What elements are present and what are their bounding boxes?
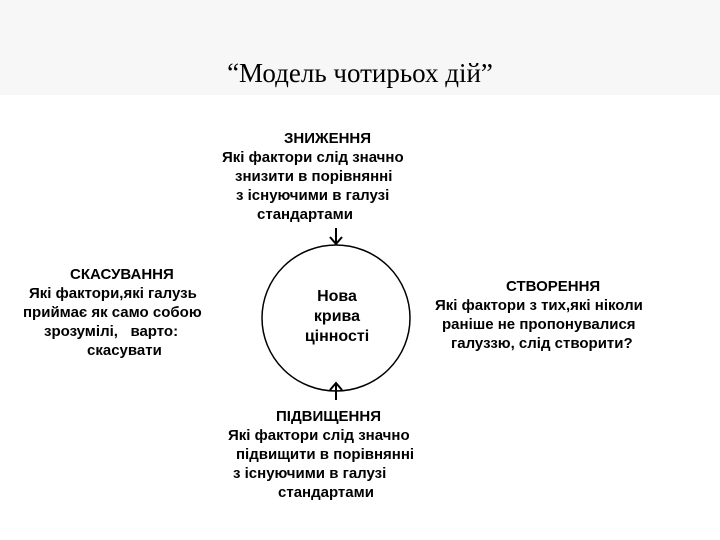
reduce-line: стандартами (257, 206, 353, 223)
reduce-block (222, 129, 462, 224)
eliminate-line: скасувати (87, 342, 162, 359)
create-heading: СТВОРЕННЯ (506, 278, 601, 295)
create-line: Які фактори з тих,які ніколи (435, 297, 643, 314)
slide-title: “Модель чотирьох дій” (227, 58, 493, 88)
create-line: галуззю, слід створити? (451, 335, 633, 352)
raise-block (228, 407, 468, 502)
center-line: цінності (304, 328, 370, 345)
raise-line: Які фактори слід значно (228, 427, 410, 444)
eliminate-line: зрозумілі, варто: (44, 323, 179, 340)
center-label (272, 287, 402, 347)
eliminate-block (23, 265, 263, 360)
raise-line: стандартами (278, 484, 374, 501)
center-line: Нова (317, 288, 357, 305)
reduce-line: з існуючими в галузі (236, 187, 390, 204)
reduce-line: Які фактори слід значно (222, 149, 404, 166)
raise-heading: ПІДВИЩЕННЯ (276, 408, 381, 425)
eliminate-line: Які фактори,які галузь (29, 285, 197, 302)
arrow-down-icon (330, 228, 342, 244)
create-block (435, 277, 695, 353)
eliminate-heading: СКАСУВАННЯ (70, 266, 174, 283)
raise-line: підвищити в порівнянні (236, 446, 415, 463)
eliminate-line: приймає як само собою (23, 304, 202, 321)
reduce-line: знизити в порівнянні (235, 168, 393, 185)
raise-line: з існуючими в галузі (233, 465, 387, 482)
center-line: крива (313, 308, 361, 325)
create-line: раніше не пропонувалися (442, 316, 636, 333)
reduce-heading: ЗНИЖЕННЯ (284, 130, 372, 147)
